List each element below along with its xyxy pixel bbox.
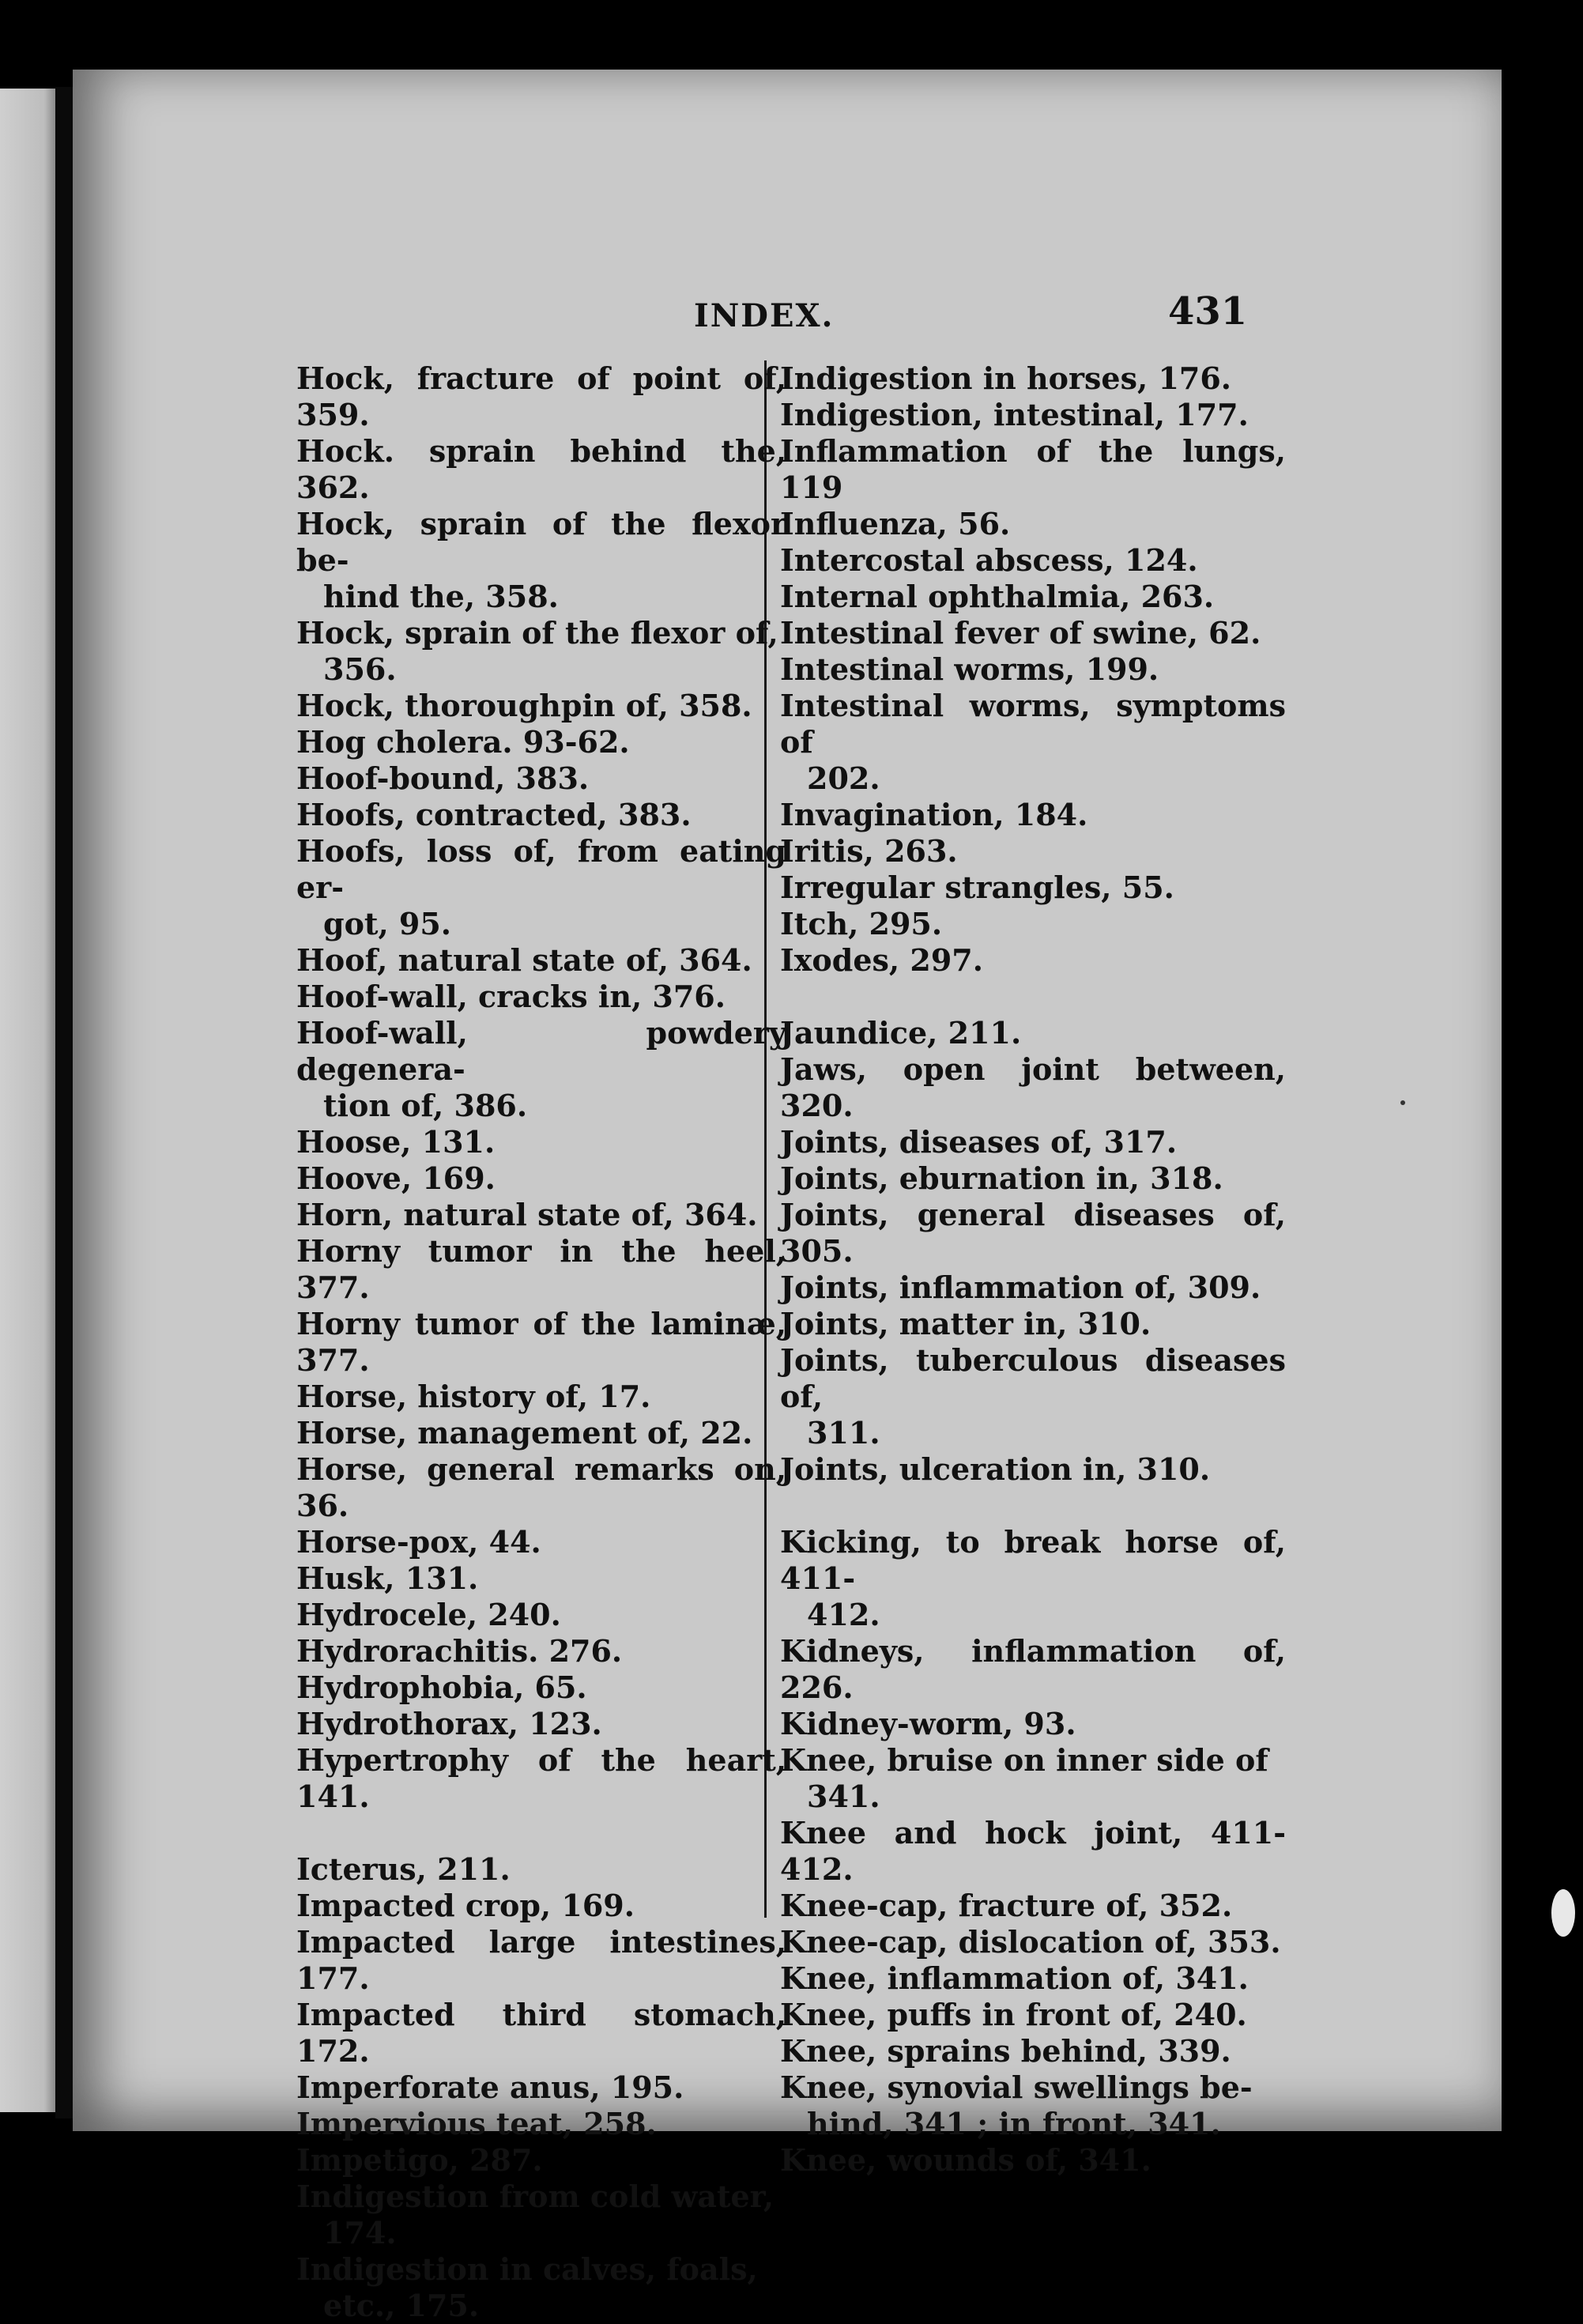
index-entry: Inflammation of the lungs, 119 [780, 433, 1286, 505]
index-entry: Horse, history of, 17. [296, 1379, 651, 1414]
index-entry: Indigestion, intestinal, 177. [780, 397, 1249, 432]
index-entry: Hoof, natural state of, 364. [296, 942, 752, 978]
index-entry: Horn, natural state of, 364. [296, 1197, 758, 1232]
index-entry: Impetigo, 287. [296, 2142, 543, 2178]
index-entry: Indigestion from cold water, [296, 2179, 775, 2214]
index-entry: Kicking, to break horse of, 411- [780, 1524, 1286, 1596]
index-entry-continuation: 311. [807, 1415, 880, 1451]
index-entry: Hoofs, loss of, from eating er- [296, 833, 786, 905]
index-entry: Hock. sprain behind the, 362. [296, 433, 786, 505]
index-entry: Knee, inflammation of, 341. [780, 1960, 1249, 1996]
index-entry: Knee and hock joint, 411-412. [780, 1815, 1286, 1887]
index-entry: Hydrorachitis. 276. [296, 1633, 623, 1669]
print-speck [1551, 1889, 1575, 1937]
index-entry: Joints, eburnation in, 318. [780, 1160, 1223, 1196]
index-entry-continuation: got, 95. [323, 906, 452, 941]
index-entry: Husk, 131. [296, 1560, 479, 1596]
print-speck [1400, 1100, 1405, 1105]
index-entry: Iritis, 263. [780, 833, 958, 869]
index-entry: Joints, matter in, 310. [780, 1306, 1151, 1341]
index-entry: Hog cholera. 93-62. [296, 724, 630, 760]
index-entry: Indigestion in calves, foals, [296, 2251, 758, 2287]
index-column-right [780, 360, 1286, 2179]
index-entry: Kidney-worm, 93. [780, 1706, 1076, 1741]
index-entry: Indigestion in horses, 176. [780, 360, 1232, 396]
index-column-left [296, 360, 786, 2324]
index-entry: Hock, thoroughpin of, 358. [296, 688, 752, 723]
index-entry: Hoof-wall, cracks in, 376. [296, 979, 726, 1014]
index-entry: Joints, diseases of, 317. [780, 1124, 1178, 1160]
index-entry: Hoose, 131. [296, 1124, 496, 1160]
index-entry: Itch, 295. [780, 906, 943, 941]
index-entry: Joints, general diseases of, 305. [780, 1197, 1286, 1269]
index-entry-continuation: hind, 341 ; in front, 341. [807, 2106, 1221, 2141]
index-entry: Horny tumor in the heel, 377. [296, 1233, 786, 1305]
index-entry: Jaws, open joint between, 320. [780, 1051, 1286, 1123]
index-entry: Intestinal fever of swine, 62. [780, 615, 1261, 651]
section-gap [296, 1815, 786, 1851]
index-entry-continuation: 174. [323, 2215, 397, 2250]
index-entry: Invagination, 184. [780, 797, 1088, 832]
index-entry: Horny tumor of the laminæ, 377. [296, 1306, 786, 1378]
index-entry: Hoove, 169. [296, 1160, 496, 1196]
index-entry: Irregular strangles, 55. [780, 870, 1174, 905]
index-entry: Knee-cap, dislocation of, 353. [780, 1924, 1281, 1960]
index-entry: Impervious teat, 258. [296, 2106, 657, 2141]
index-entry: Impacted large intestines, 177. [296, 1924, 786, 1996]
index-entry: Imperforate anus, 195. [296, 2069, 684, 2105]
index-entry-continuation: 202. [807, 760, 880, 796]
book-spine [55, 87, 73, 2118]
index-entry: Joints, inflammation of, 309. [780, 1270, 1261, 1305]
index-entry: Hypertrophy of the heart, 141. [296, 1742, 786, 1814]
index-entry: Hock, sprain of the flexor of, [296, 615, 778, 651]
index-entry: Hoof-wall, powdery degenera- [296, 1015, 786, 1087]
index-entry: Hock, sprain of the flexor be- [296, 506, 786, 578]
page-number: 431 [1168, 289, 1248, 334]
index-entry: Knee, synovial swellings be- [780, 2069, 1253, 2105]
index-entry: Influenza, 56. [780, 506, 1011, 541]
section-gap [780, 979, 1286, 1015]
index-entry: Knee, sprains behind, 339. [780, 2033, 1231, 2069]
index-entry: Hoof-bound, 383. [296, 760, 590, 796]
index-entry: Internal ophthalmia, 263. [780, 579, 1215, 614]
index-entry: Icterus, 211. [296, 1851, 511, 1887]
index-entry-continuation: 341. [807, 1779, 880, 1814]
index-entry: Hydrocele, 240. [296, 1597, 561, 1632]
index-entry-continuation: tion of, 386. [323, 1088, 528, 1123]
index-entry: Impacted third stomach, 172. [296, 1997, 786, 2069]
previous-page-edge [0, 89, 55, 2112]
section-gap [780, 1488, 1286, 1524]
index-entry: Knee, puffs in front of, 240. [780, 1997, 1247, 2032]
index-entry: Joints, ulceration in, 310. [780, 1451, 1211, 1487]
index-entry-continuation: hind the, 358. [323, 579, 559, 614]
index-entry: Hock, fracture of point of, 359. [296, 360, 786, 432]
index-entry-continuation: 356. [323, 651, 397, 687]
index-entry: Intercostal abscess, 124. [780, 542, 1198, 578]
index-entry: Intestinal worms, symptoms of [780, 688, 1286, 760]
index-entry: Hydrothorax, 123. [296, 1706, 602, 1741]
index-entry-continuation: 412. [807, 1597, 880, 1632]
index-entry: Knee-cap, fracture of, 352. [780, 1888, 1233, 1923]
index-entry: Kidneys, inflammation of, 226. [780, 1633, 1286, 1705]
index-entry: Knee, bruise on inner side of [780, 1742, 1268, 1778]
index-entry: Impacted crop, 169. [296, 1888, 635, 1923]
index-entry: Hoofs, contracted, 383. [296, 797, 692, 832]
index-entry-continuation: etc., 175. [323, 2288, 480, 2323]
index-entry: Ixodes, 297. [780, 942, 983, 978]
index-entry: Horse, management of, 22. [296, 1415, 753, 1451]
index-entry: Horse-pox, 44. [296, 1524, 541, 1560]
index-entry: Hydrophobia, 65. [296, 1669, 587, 1705]
index-entry: Joints, tuberculous diseases of, [780, 1342, 1286, 1414]
index-entry: Horse, general remarks on, 36. [296, 1451, 786, 1523]
index-entry: Knee, wounds of, 341. [780, 2142, 1151, 2178]
index-entry: Intestinal worms, 199. [780, 651, 1159, 687]
page-header-title: INDEX. [694, 297, 835, 334]
index-entry: Jaundice, 211. [780, 1015, 1022, 1051]
